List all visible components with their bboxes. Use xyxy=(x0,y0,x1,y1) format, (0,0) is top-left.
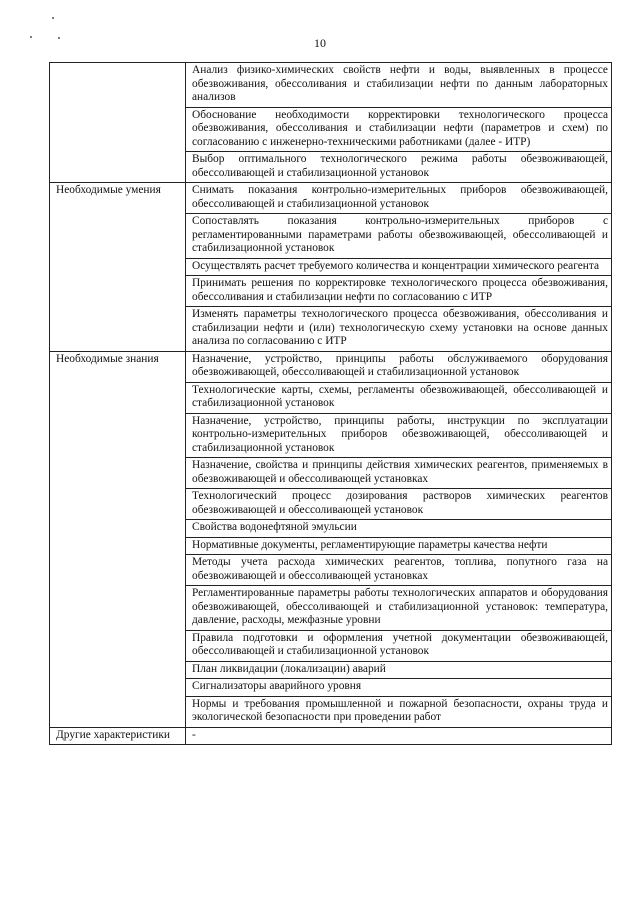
requirement-text: Технологический процесс дозирования растворов химических реагентов обезвоживающей и обессоливающей установок xyxy=(186,489,612,520)
requirements-table xyxy=(49,62,612,745)
table-row xyxy=(50,727,612,745)
requirement-text: - xyxy=(186,727,612,745)
requirement-text: Сопоставлять показания контрольно-измерительных приборов с регламентированными параметрами работы обезвоживающей, обессоливающей и стабилизационной установок xyxy=(186,214,612,259)
requirement-text: Анализ физико-химических свойств нефти и воды, выявленных в процессе обезвоживания, обессоливания и стабилизации нефти по данным лабораторных анализов xyxy=(186,63,612,108)
scan-speck xyxy=(52,17,54,19)
requirement-text: Технологические карты, схемы, регламенты обезвоживающей, обессоливающей и стабилизационной установок xyxy=(186,382,612,413)
table-row xyxy=(50,183,612,214)
requirement-text: Свойства водонефтяной эмульсии xyxy=(186,520,612,538)
section-label: Другие характеристики xyxy=(50,727,186,745)
requirement-text: Назначение, устройство, принципы работы обслуживаемого оборудования обезвоживающей, обессоливающей и стабилизационной установок xyxy=(186,351,612,382)
table-row xyxy=(50,63,612,108)
section-label: Необходимые умения xyxy=(50,183,186,352)
requirement-text: Снимать показания контрольно-измерительных приборов обезвоживающей, обессоливающей и стабилизационной установок xyxy=(186,183,612,214)
requirements-table-body xyxy=(50,63,612,745)
requirement-text: Регламентированные параметры работы технологических аппаратов и оборудования обезвоживающей, обессоливающей и стабилизационной установок: температура, давление, расходы, межфазные уровни xyxy=(186,586,612,631)
requirement-text: Методы учета расхода химических реагентов, топлива, попутного газа на обезвоживающей и обессоливающей установках xyxy=(186,555,612,586)
requirement-text: Назначение, устройство, принципы работы, инструкции по эксплуатации контрольно-измерительных приборов обезвоживающей, обессоливающей и стабилизационной установок xyxy=(186,413,612,458)
requirement-text: Осуществлять расчет требуемого количества и концентрации химического реагента xyxy=(186,258,612,276)
requirement-text: Нормы и требования промышленной и пожарной безопасности, охраны труда и экологической безопасности при проведении работ xyxy=(186,696,612,727)
requirement-text: Сигнализаторы аварийного уровня xyxy=(186,679,612,697)
requirement-text: Принимать решения по корректировке технологического процесса обезвоживания, обессоливания и стабилизации нефти по согласованию с ИТР xyxy=(186,276,612,307)
section-label xyxy=(50,63,186,183)
requirement-text: Нормативные документы, регламентирующие параметры качества нефти xyxy=(186,537,612,555)
page-number: 10 xyxy=(314,36,326,50)
requirement-text: Выбор оптимального технологического режима работы обезвоживающей, обессоливающей и стабилизационной установок xyxy=(186,152,612,183)
table-row xyxy=(50,351,612,382)
requirement-text: Обоснование необходимости корректировки технологического процесса обезвоживания, обессоливания и стабилизации нефти (параметров и схем) по согласованию с инженерно-техническими работниками (далее - ИТР) xyxy=(186,107,612,152)
requirement-text: Изменять параметры технологического процесса обезвоживания, обессоливания и стабилизации нефти и (или) технологическую схему установки на основе данных анализа по согласованию с ИТР xyxy=(186,307,612,352)
requirement-text: План ликвидации (локализации) аварий xyxy=(186,661,612,679)
requirement-text: Правила подготовки и оформления учетной документации обезвоживающей, обессоливающей и стабилизационной установок xyxy=(186,630,612,661)
requirement-text: Назначение, свойства и принципы действия химических реагентов, применяемых в обезвоживающей и обессоливающей установках xyxy=(186,458,612,489)
section-label: Необходимые знания xyxy=(50,351,186,727)
